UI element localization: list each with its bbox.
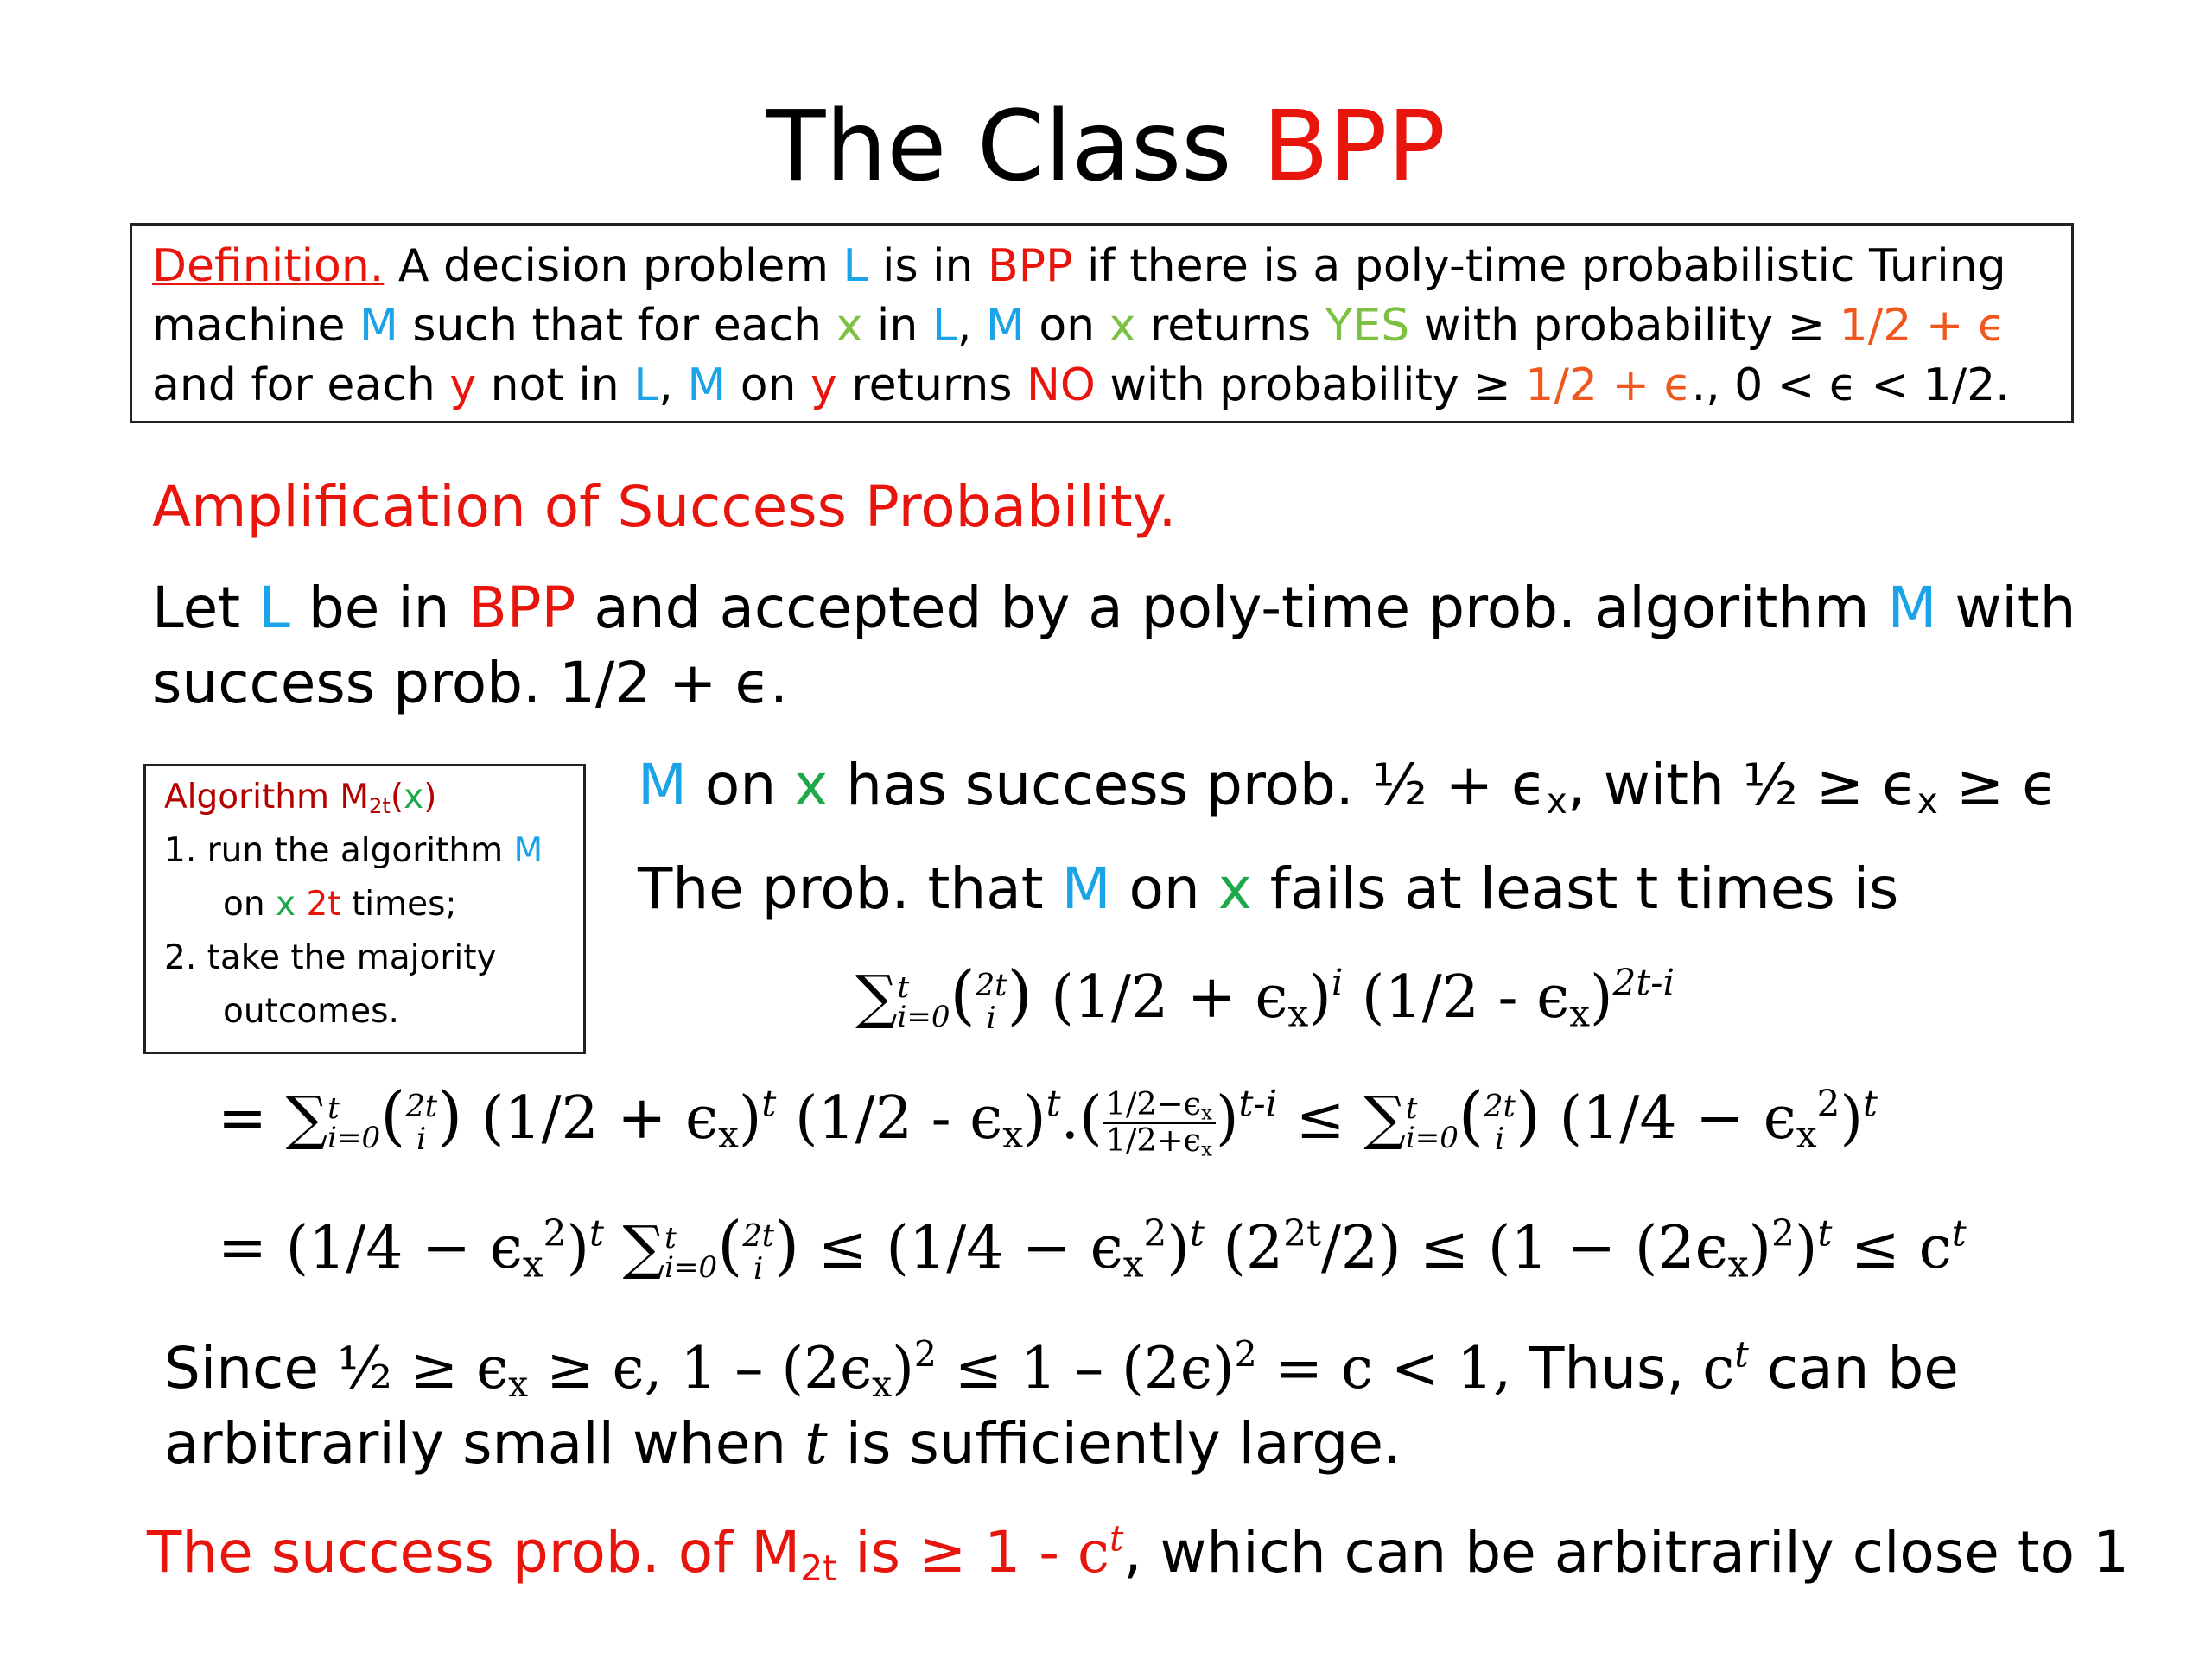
definition-line-1: Definition. A decision problem L is in BPP if there is a poly-time probabilistic Turing	[152, 240, 2006, 292]
success-prob-line: M on x has success prob. ½ + $\epsilon_x$, with ½ ≥ $\epsilon_x \ge \epsilon$	[638, 752, 2057, 823]
let-line-2: success prob. 1/2 + ϵ.	[152, 650, 789, 716]
algorithm-title: Algorithm $M_{2t}(x)$	[164, 778, 437, 819]
algorithm-step-2-cont: outcomes.	[223, 992, 399, 1031]
algorithm-step-2: 2. take the majority	[164, 938, 497, 977]
equation-sum: ∑ t i=0 ( 2t i ) $(1/2 + \epsilon_x)^i$ $(1/2 - \epsilon_x)^{2t-i}$	[855, 957, 1675, 1036]
equation-line-3: = $(1/4 - \epsilon_x^2)^t$ ∑ t i=0 ( 2t i ) ≤ $(1/4 - \epsilon_x^2)^t$ $(2^{2t}/2) \le (1 - (2\epsilon_x)^2)^t \le c^t$	[218, 1208, 1967, 1287]
let-line-1: Let L be in BPP and accepted by a poly-time prob. algorithm M with	[152, 575, 2076, 641]
conclusion-line: The success prob. of $M_{2t}$ is ≥ $1 - c^t$, which can be arbitrarily close to 1	[147, 1517, 2130, 1590]
since-line-1: Since ½ ≥ $\epsilon_x \ge \epsilon$, $1 - (2\epsilon_x)^2 \le 1 - (2\epsilon)^2 = c < 1$, Thus, $c^t$ can be	[164, 1333, 1959, 1406]
definition-line-3: and for each y not in L, M on y returns NO with probability ≥ 1/2 + ϵ., 0 < ϵ < 1/2.	[152, 359, 2010, 411]
definition-line-2: machine M such that for each x in L, M on x returns YES with probability ≥ 1/2 + ϵ	[152, 300, 2005, 352]
page-title: The Class BPP	[766, 91, 1446, 203]
equation-line-2: = ∑ t i=0 ( 2t i ) $(1/2 + \epsilon_x)^t$ $(1/2 - \epsilon_x)^t$.( $\frac{1/2-\epsilon_x}{1/2+\epsilon_x}$ )$^{t-i}$ ≤ ∑ t i=0 ( 2t i ) $(1/4 - \epsilon_x^2)^t$	[218, 1078, 1878, 1161]
algorithm-step-1: 1. run the algorithm M	[164, 831, 543, 870]
fail-prob-line: The prob. that M on x fails at least t times is	[638, 855, 1899, 922]
amplification-heading: Amplification of Success Probability.	[152, 474, 1177, 540]
algorithm-step-1-cont: on x 2t times;	[223, 885, 457, 924]
since-line-2: arbitrarily small when t is sufficiently large.	[164, 1410, 1402, 1477]
